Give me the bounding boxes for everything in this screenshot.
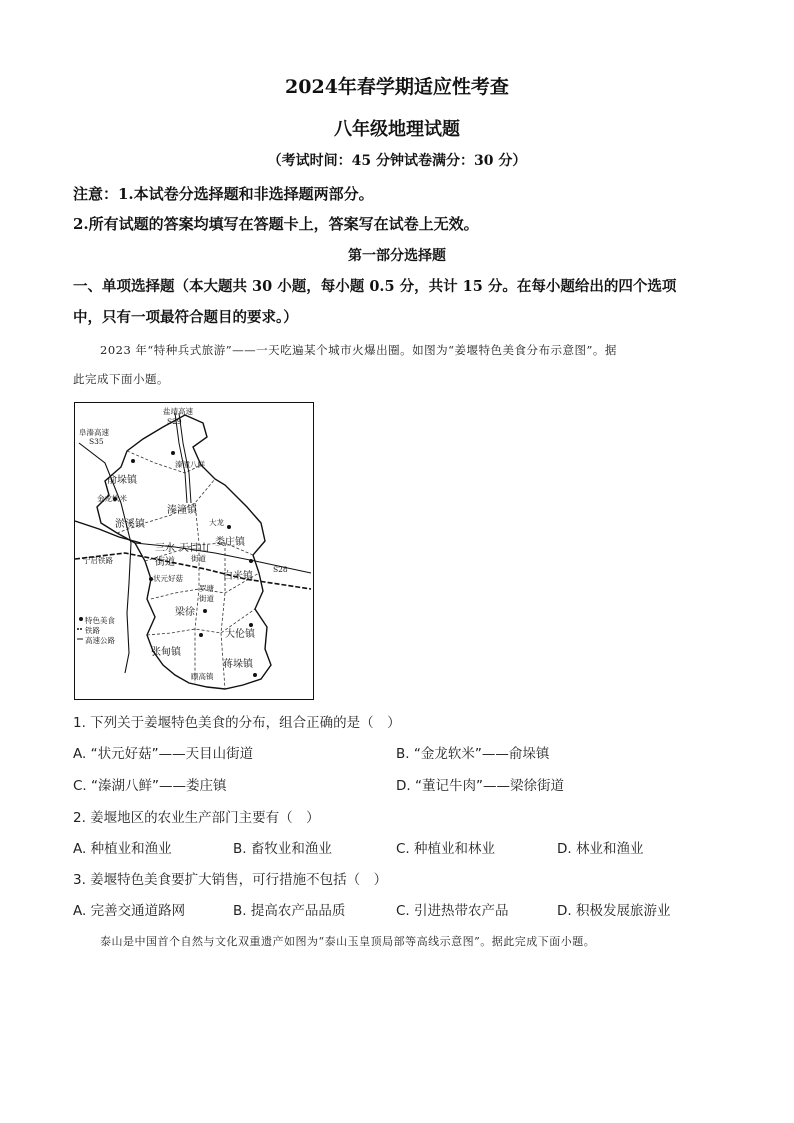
legend-food: 特色美食 <box>85 616 115 625</box>
food-point <box>249 559 253 563</box>
map-label-zhangdian-town: 张甸镇 <box>151 647 181 658</box>
section-title: 第一部分选择题 <box>348 248 446 264</box>
food-point <box>253 673 257 677</box>
question-3-option-d: D. 积极发展旅游业 <box>557 903 671 919</box>
jiangyan-food-map <box>74 402 314 700</box>
question-1-option-b: B. “金龙软米”——俞垛镇 <box>396 746 550 762</box>
question-3-stem: 3. 姜堰特色美食要扩大销售，可行措施不包括（ ） <box>73 872 388 888</box>
map-label-dalong: 大龙 <box>209 518 224 527</box>
map-label-gugao-town: 顾高镇 <box>191 672 214 681</box>
question-2-option-a: A. 种植业和渔业 <box>73 841 172 857</box>
map-label-yanjing-expressway: 盐靖高速 <box>163 407 193 416</box>
map-label-jinlong-rice: 金龙软米 <box>97 494 127 503</box>
map-label-tianmushan-jiedao: 街道 <box>191 554 206 563</box>
question-3-option-a: A. 完善交通道路网 <box>73 903 186 919</box>
food-point <box>199 633 203 637</box>
expressway-s29-edge <box>179 413 191 503</box>
question-1-stem: 1. 下列关于姜堰特色美食的分布，组合正确的是（ ） <box>73 715 401 731</box>
expressway-s35-edge <box>125 613 129 673</box>
map-label-baimi-town: 白米镇 <box>223 571 253 582</box>
map-label-liangxu: 梁徐 <box>175 607 195 618</box>
map-label-sanshui: 三水 <box>155 543 175 554</box>
food-point <box>227 525 231 529</box>
question-1-option-a: A. “状元好菇”——天目山街道 <box>73 746 254 762</box>
map-label-luotang-jiedao: 街道 <box>199 594 214 603</box>
map-label-luotang: 罗塘 <box>199 584 214 593</box>
food-point <box>79 617 83 621</box>
exam-title: 2024年春学期适应性考查 <box>285 76 509 98</box>
map-label-s35: S35 <box>89 437 104 446</box>
section-instruction-line-1: 一、单项选择题（本大题共 30 小题，每小题 0.5 分，共计 15 分。在每小题给出的四个选项 <box>73 278 677 295</box>
map-label-ningqi-railway: 宁启铁路 <box>83 556 113 565</box>
section-instruction-line-2: 中，只有一项最符合题目的要求。） <box>73 309 298 326</box>
food-point <box>203 609 207 613</box>
exam-info: （考试时间：45 分钟试卷满分：30 分） <box>267 153 527 169</box>
map-label-s29: S29 <box>167 417 182 426</box>
question-2-option-b: B. 畜牧业和渔业 <box>233 841 332 857</box>
map-label-dalun-town: 大伦镇 <box>225 629 255 640</box>
question-2-option-c: C. 种植业和林业 <box>396 841 496 857</box>
map-label-louzhuang-town: 娄庄镇 <box>215 537 245 548</box>
map-label-jiangduo-town: 蒋垛镇 <box>223 659 253 670</box>
question-1-option-c: C. “溱湖八鲜”——娄庄镇 <box>73 778 227 794</box>
legend-railway: 铁路 <box>85 626 100 635</box>
map-label-zhuangyuan-mushroom: 状元好菇 <box>153 574 183 583</box>
map-label-fuqin-expressway: 阜溱高速 <box>79 428 109 437</box>
note-line-2: 2.所有试题的答案均填写在答题卡上，答案写在试卷上无效。 <box>73 215 479 233</box>
note-line-1: 注意：1.本试卷分选择题和非选择题两部分。 <box>73 185 374 203</box>
passage-1-line-2: 此完成下面小题。 <box>73 372 169 386</box>
passage-1-line-1: 2023 年“特种兵式旅游”——一天吃遍某个城市火爆出圈。如图为“姜堰特色美食分布示意图”。据 <box>100 343 617 357</box>
map-label-yuxi-town: 淤溪镇 <box>115 519 145 530</box>
map-label-qinhu-bagua: 溱潼八鲜 <box>175 460 205 469</box>
exam-subtitle: 八年级地理试题 <box>334 119 460 140</box>
map-label-qintong-town: 溱潼镇 <box>167 505 197 516</box>
question-3-option-c: C. 引进热带农产品 <box>396 903 509 919</box>
passage-2-line-1: 泰山是中国首个自然与文化双重遗产如图为“泰山玉皇顶局部等高线示意图”。据此完成下面小题。 <box>100 935 596 948</box>
question-3-option-b: B. 提高农产品品质 <box>233 903 346 919</box>
food-point <box>171 451 175 455</box>
map-label-sanshui-jiedao: 街道 <box>155 557 175 568</box>
question-2-stem: 2. 姜堰地区的农业生产部门主要有（ ） <box>73 810 320 826</box>
map-label-tianmushan: 天目山 <box>179 543 209 554</box>
map-label-s28: S28 <box>273 565 288 574</box>
food-point <box>131 459 135 463</box>
question-1-option-d: D. “董记牛肉”——梁徐街道 <box>396 778 564 794</box>
legend-expressway: 高速公路 <box>85 636 115 645</box>
question-2-option-d: D. 林业和渔业 <box>557 841 644 857</box>
map-label-yuduo-town: 俞垛镇 <box>107 475 137 486</box>
